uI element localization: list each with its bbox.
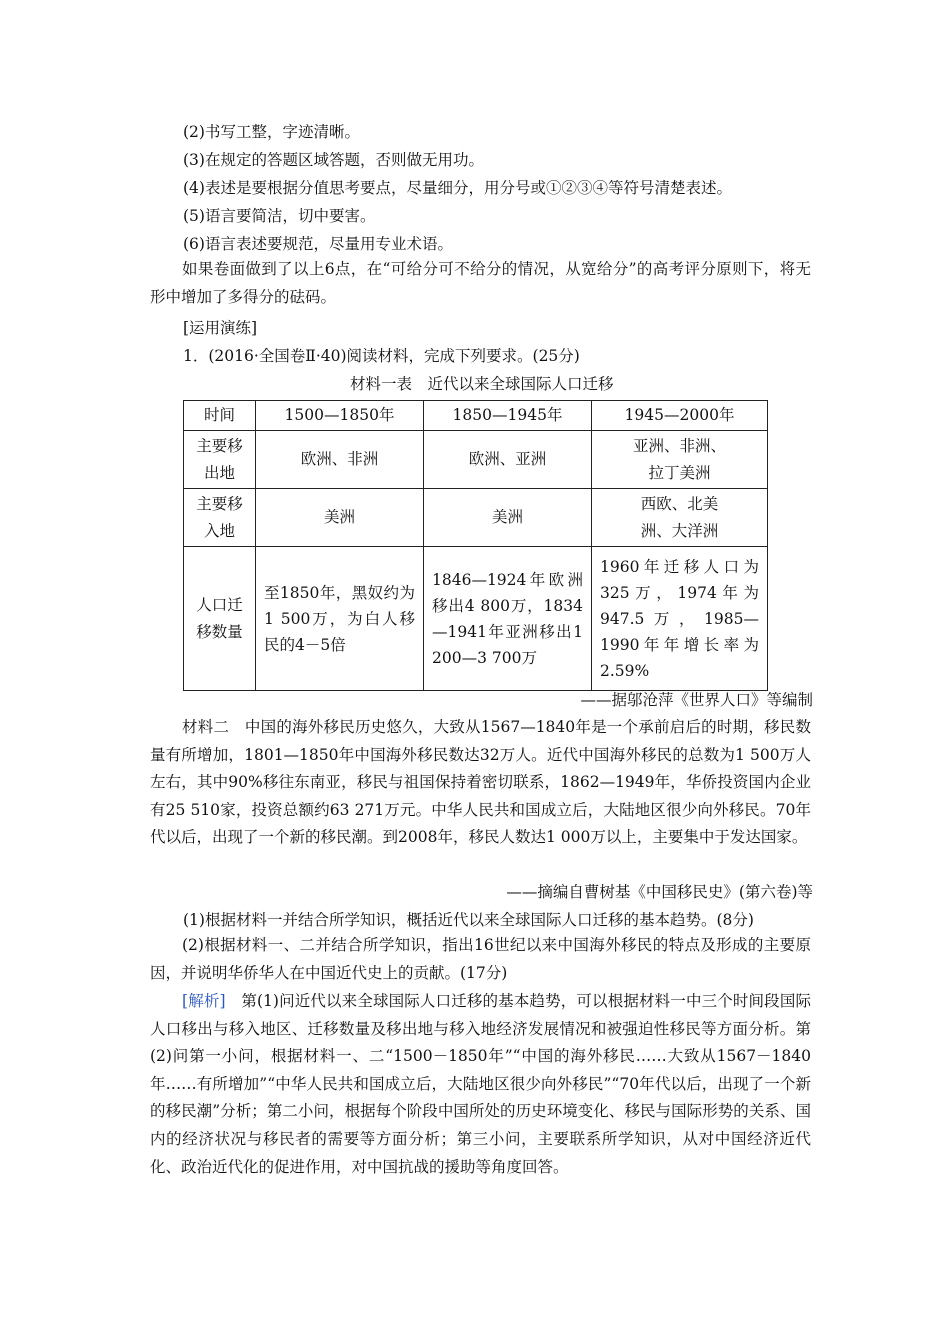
- row-in-period-1: 美洲: [256, 489, 424, 547]
- analysis-tag: [解析]: [182, 992, 226, 1010]
- header-time: 时间: [184, 401, 256, 431]
- row-in-label: 主要移 入地: [184, 489, 256, 547]
- migration-table: [183, 400, 768, 691]
- table-row-out: [184, 431, 768, 489]
- rule-2: (2)书写工整，字迹清晰。: [183, 123, 360, 141]
- question-intro: 1．(2016·全国卷Ⅱ·40)阅读材料，完成下列要求。(25分): [183, 347, 580, 365]
- table-caption: 材料一表 近代以来全球国际人口迁移: [350, 375, 614, 393]
- row-amount-period-2: 1846—1924年欧洲移出4 800万，1834—1941年亚洲移出1 200—3 700万: [424, 547, 592, 691]
- row-in-period-2: 美洲: [424, 489, 592, 547]
- table-row-amount: [184, 547, 768, 691]
- rule-5: (5)语言要简洁，切中要害。: [183, 207, 376, 225]
- summary-paragraph: 如果卷面做到了以上6点，在“可给分可不给分的情况，从宽给分”的高考评分原则下，将无形中增加了多得分的砝码。: [150, 260, 811, 306]
- material-2-source: ——摘编自曹树基《中国移民史》(第六卷)等: [506, 883, 813, 901]
- analysis-text: 第(1)问近代以来全球国际人口迁移的基本趋势，可以根据材料一中三个时间段国际人口移出与移入地区、迁移数量及移出地与移入地经济发展情况和被强迫性移民等方面分析。第(2)问第一小问，根据材料一、二“1500－1850年”“中国的海外移民……大致从1567－1840年……有所增加”“中华人民共和国成立后，大陆地区很少向外移民”“70年代以后，出现了一个新的移民潮”分析；第二小问，根据每个阶段中国所处的历史环境变化、移民与国际形势的关系、国内的经济状况与移民者的需要等方面分析；第三小问，主要联系所学知识，从对中国经济近代化、政治近代化的促进作用，对中国抗战的援助等角度回答。: [150, 992, 811, 1176]
- row-out-period-2: 欧洲、亚洲: [424, 431, 592, 489]
- header-period-2: 1850—1945年: [424, 401, 592, 431]
- row-amount-label: 人口迁 移数量: [184, 547, 256, 691]
- header-period-1: 1500—1850年: [256, 401, 424, 431]
- question-2: (2)根据材料一、二并结合所学知识，指出16世纪以来中国海外移民的特点及形成的主要原因，并说明华侨华人在中国近代史上的贡献。(17分): [150, 936, 811, 982]
- table-row-in: [184, 489, 768, 547]
- row-out-period-3: 亚洲、非洲、 拉丁美洲: [592, 431, 768, 489]
- table-header-row: [184, 401, 768, 431]
- row-out-label: 主要移 出地: [184, 431, 256, 489]
- row-amount-period-1: 至1850年，黑奴约为1 500万，为白人移民的4－5倍: [256, 547, 424, 691]
- analysis-paragraph: [150, 988, 811, 1181]
- question-1: (1)根据材料一并结合所学知识，概括近代以来全球国际人口迁移的基本趋势。(8分): [183, 911, 754, 929]
- material-2-paragraph: 材料二 中国的海外移民历史悠久，大致从1567—1840年是一个承前启后的时期，移民数量有所增加，1801—1850年中国海外移民数达32万人。近代中国海外移民的总数为1 500万人左右，其中90%移往东南亚，移民与祖国保持着密切联系，1862—1949年，华侨投资国内企业有25 510家，投资总额约63 271万元。中华人民共和国成立后，大陆地区很少向外移民。70年代以后，出现了一个新的移民潮。到2008年，移民人数达1 000万以上，主要集中于发达国家。: [150, 718, 811, 847]
- section-label: [运用演练]: [183, 319, 258, 337]
- table-source: ——据邬沧萍《世界人口》等编制: [580, 691, 813, 709]
- header-period-3: 1945—2000年: [592, 401, 768, 431]
- row-in-period-3: 西欧、北美 洲、大洋洲: [592, 489, 768, 547]
- rule-6: (6)语言表述要规范，尽量用专业术语。: [183, 235, 453, 253]
- rule-4: (4)表述是要根据分值思考要点，尽量细分，用分号或①②③④等符号清楚表述。: [183, 179, 732, 197]
- row-out-period-1: 欧洲、非洲: [256, 431, 424, 489]
- rule-3: (3)在规定的答题区域答题，否则做无用功。: [183, 151, 484, 169]
- row-amount-period-3: 1960年迁移人口为325万，1974年为947.5万，1985—1990年年增长率为2.59%: [592, 547, 768, 691]
